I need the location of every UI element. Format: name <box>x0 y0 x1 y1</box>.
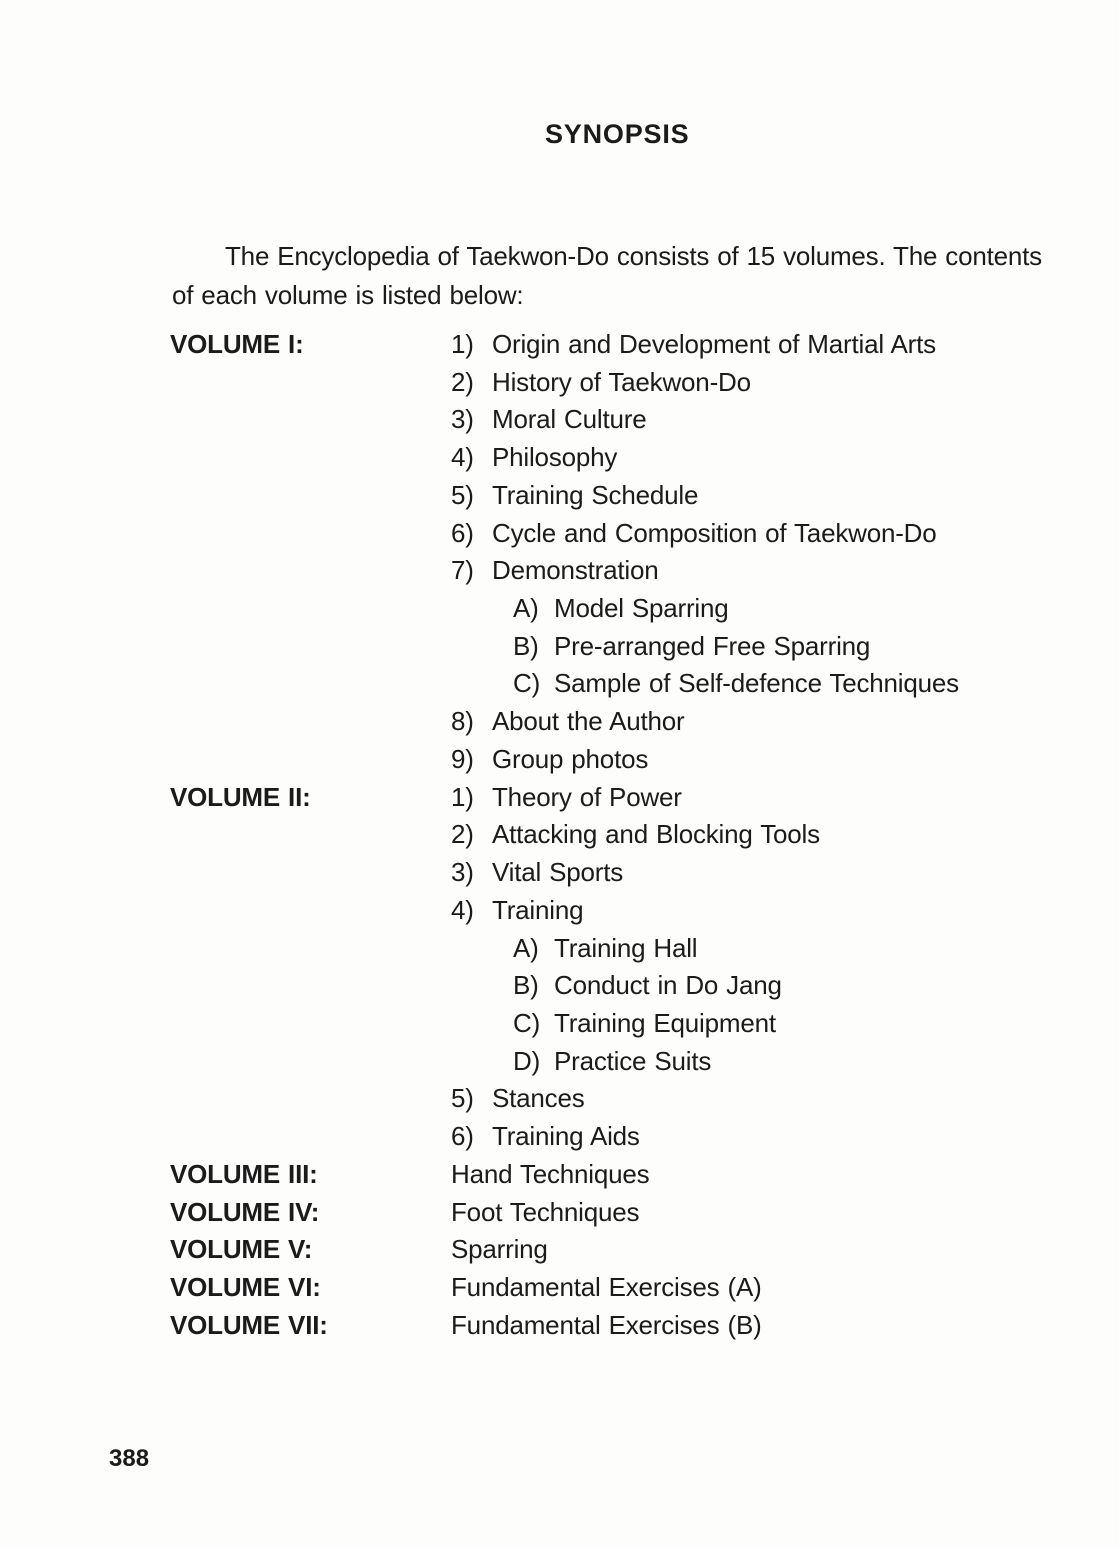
toc-item <box>451 439 617 477</box>
volume-label: VOLUME I: <box>170 329 304 359</box>
toc-item-marker: 9) <box>451 743 474 774</box>
toc-item-text: Fundamental Exercises (A) <box>451 1271 762 1302</box>
toc-item <box>451 1307 762 1345</box>
toc-item-marker: 3) <box>451 857 474 888</box>
toc-row <box>170 1231 959 1269</box>
volume-label: VOLUME VII: <box>170 1309 328 1340</box>
toc-item <box>451 741 648 779</box>
toc-item-marker: 4) <box>451 894 474 925</box>
toc-item-text: Philosophy <box>492 442 618 473</box>
toc-item-text: About the Author <box>492 706 685 737</box>
toc-row <box>170 1307 959 1345</box>
toc-item <box>451 401 646 439</box>
toc-item-text: Practice Suits <box>554 1045 712 1076</box>
toc-item <box>451 1156 649 1194</box>
toc-row <box>170 439 959 477</box>
toc-item <box>451 1080 585 1118</box>
toc-row <box>170 779 959 817</box>
toc-row <box>170 1194 959 1232</box>
toc-item <box>451 1194 639 1232</box>
toc-row <box>170 665 959 703</box>
toc-row <box>170 477 959 515</box>
toc-item <box>451 1231 548 1269</box>
intro-line-1: The Encyclopedia of Taekwon-Do consists of 15 volumes. The contents <box>225 241 1042 271</box>
toc-item-text: Training Hall <box>554 932 698 963</box>
toc-item-marker: 4) <box>451 442 474 473</box>
toc-item-marker: D) <box>513 1045 541 1076</box>
toc-item-text: Sparring <box>451 1234 548 1265</box>
toc-item-marker: 8) <box>451 706 474 737</box>
toc-item-text: Cycle and Composition of Taekwon-Do <box>492 517 937 548</box>
toc-item <box>451 1043 711 1081</box>
page-title: SYNOPSIS <box>545 119 690 150</box>
toc-row <box>170 854 959 892</box>
volume-label: VOLUME II: <box>170 781 311 812</box>
toc-item <box>451 515 937 553</box>
toc-item-marker: 7) <box>451 555 474 586</box>
toc-item <box>451 703 685 741</box>
toc-item-text: Training Equipment <box>554 1007 776 1038</box>
toc-item-text: Attacking and Blocking Tools <box>492 819 820 850</box>
toc-row <box>170 326 959 364</box>
toc-row <box>170 703 959 741</box>
toc-item-marker: C) <box>513 668 541 699</box>
toc-item <box>451 326 936 364</box>
page-number: 388 <box>109 1445 150 1472</box>
toc-item-text: Training <box>492 894 584 925</box>
toc-item-text: History of Taekwon-Do <box>492 366 751 397</box>
toc-row <box>170 515 959 553</box>
toc-item-text: Model Sparring <box>554 593 729 624</box>
toc-item <box>451 552 658 590</box>
toc-row <box>170 1156 959 1194</box>
volume-label: VOLUME VI: <box>170 1271 321 1302</box>
toc-item-marker: 1) <box>451 329 474 359</box>
toc-item <box>451 628 870 666</box>
toc-item-marker: B) <box>513 970 539 1001</box>
toc-row <box>170 816 959 854</box>
toc-item <box>451 816 820 854</box>
toc-item-text: Group photos <box>492 743 649 774</box>
toc-item-marker: B) <box>513 630 539 661</box>
toc-row <box>170 1005 959 1043</box>
volume-label: VOLUME V: <box>170 1234 313 1265</box>
toc-item <box>451 477 698 515</box>
toc-item-text: Training Aids <box>492 1121 640 1152</box>
toc-row <box>170 741 959 779</box>
toc-row <box>170 1080 959 1118</box>
toc-item-text: Pre-arranged Free Sparring <box>554 630 871 661</box>
toc-item-marker: 2) <box>451 366 474 397</box>
toc-item-text: Hand Techniques <box>451 1158 650 1189</box>
toc-item-text: Theory of Power <box>492 781 682 812</box>
toc-row <box>170 364 959 402</box>
toc-item <box>451 930 697 968</box>
toc-item-text: Sample of Self-defence Techniques <box>554 668 959 699</box>
toc-item-text: Stances <box>492 1083 585 1114</box>
toc-item-text: Vital Sports <box>492 857 624 888</box>
toc-item-text: Origin and Development of Martial Arts <box>492 329 936 359</box>
toc-item <box>451 665 959 703</box>
toc-item-marker: 2) <box>451 819 474 850</box>
toc-item-marker: 5) <box>451 479 474 510</box>
toc-item-text: Conduct in Do Jang <box>554 970 782 1001</box>
toc-row <box>170 552 959 590</box>
toc-row <box>170 1043 959 1081</box>
toc-item-text: Demonstration <box>492 555 659 586</box>
toc-item <box>451 1118 640 1156</box>
toc-row <box>170 401 959 439</box>
toc-item <box>451 892 583 930</box>
toc-row <box>170 590 959 628</box>
toc-item <box>451 364 751 402</box>
toc-row <box>170 1118 959 1156</box>
toc-item-marker: A) <box>513 593 539 624</box>
toc-item <box>451 1005 776 1043</box>
toc-item-marker: 6) <box>451 517 474 548</box>
volume-label: VOLUME III: <box>170 1158 318 1189</box>
toc-item-marker: 1) <box>451 781 474 812</box>
toc-item <box>451 779 682 817</box>
toc-item-marker: 5) <box>451 1083 474 1114</box>
toc-item-text: Foot Techniques <box>451 1196 640 1227</box>
toc-item-marker: A) <box>513 932 539 963</box>
toc-item-text: Moral Culture <box>492 404 647 435</box>
volume-label: VOLUME IV: <box>170 1196 320 1227</box>
toc-item-text: Fundamental Exercises (B) <box>451 1309 762 1340</box>
toc-item <box>451 967 782 1005</box>
toc-row <box>170 1269 959 1307</box>
toc-item-text: Training Schedule <box>492 479 699 510</box>
toc-item <box>451 854 623 892</box>
toc-row <box>170 930 959 968</box>
toc-row <box>170 892 959 930</box>
volume-contents-list <box>170 326 959 1344</box>
toc-item <box>451 1269 762 1307</box>
intro-paragraph <box>172 237 1082 315</box>
toc-item-marker: C) <box>513 1007 541 1038</box>
toc-row <box>170 628 959 666</box>
toc-item-marker: 6) <box>451 1121 474 1152</box>
toc-item <box>451 590 729 628</box>
toc-item-marker: 3) <box>451 404 474 435</box>
toc-row <box>170 967 959 1005</box>
intro-line-2: of each volume is listed below: <box>172 279 524 310</box>
